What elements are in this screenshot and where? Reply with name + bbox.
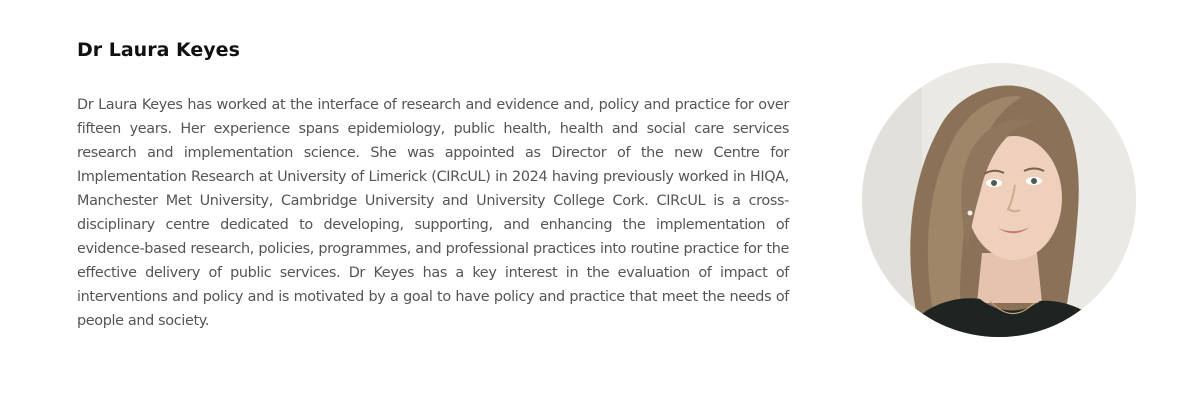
profile-photo [862,63,1136,337]
bio-block [77,36,789,333]
portrait-photo-icon [862,63,1136,337]
profile-name: Dr Laura Keyes [77,39,240,61]
profile-bio: Dr Laura Keyes has worked at the interface of research and evidence and, policy and practice for over fifteen years. Her experience spans epidemiology, public health, health and social care services research and implementation science. She was appointed as Director of the new Centre for Implementation Research at University of Limerick (CIRcUL) in 2024 having previously worked in HIQA, Manchester Met University, Cambridge University and University College Cork. CIRcUL is a cross-disciplinary centre dedicated to developing, supporting, and enhancing the implementation of evidence-based research, policies, programmes, and professional practices into routine practice for the effective delivery of public services. Dr Keyes has a key interest in the evaluation of impact of interventions and policy and is motivated by a goal to have policy and practice that meet the needs of people and society. [77,97,789,329]
